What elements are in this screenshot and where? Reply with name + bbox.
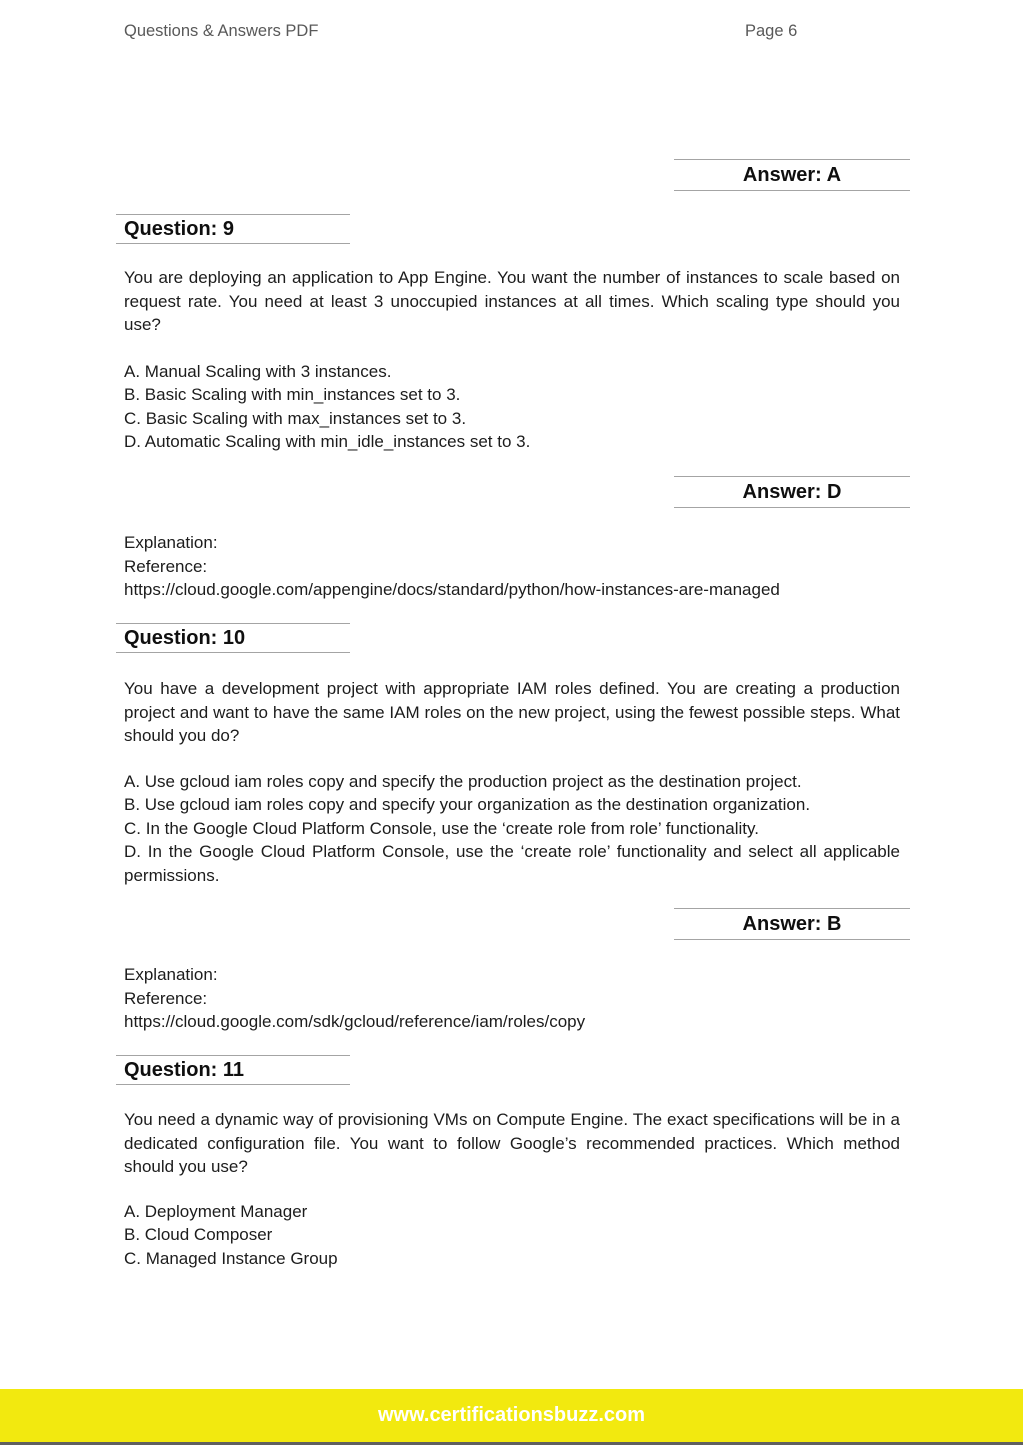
question-9-body: You are deploying an application to App Engine. You want the number of instances to scale based on request rate. You need at least 3 unoccupied instances at all times. Which scaling type should you use?	[124, 268, 900, 334]
question-11-option-b: B. Cloud Composer	[124, 1225, 273, 1245]
footer-url[interactable]: www.certificationsbuzz.com	[377, 1404, 646, 1426]
question-11-option-c: C. Managed Instance Group	[124, 1248, 338, 1268]
question-10-option-c: C. In the Google Cloud Platform Console, use the ‘create role from role’ functionality.	[124, 818, 759, 838]
header-title: Questions & Answers PDF	[124, 22, 319, 40]
question-11-heading: Question: 11	[116, 1055, 350, 1085]
explanation-label: Explanation:	[124, 533, 218, 552]
answer-banner-previous: Answer: A	[674, 159, 910, 191]
footer-bar	[0, 1389, 1023, 1442]
answer-banner-q10: Answer: B	[674, 908, 910, 940]
question-11-option-a: A. Deployment Manager	[124, 1202, 308, 1221]
question-11-body: You need a dynamic way of provisioning VMs on Compute Engine. The exact specifications will be in a dedicated configuration file. You want to follow Google’s recommended practices. Which method should you use?	[124, 1110, 900, 1176]
question-9-explanation	[124, 531, 924, 602]
question-9-option-c: C. Basic Scaling with max_instances set to 3.	[124, 408, 467, 428]
answer-banner-q9: Answer: D	[674, 476, 910, 508]
question-10-heading: Question: 10	[116, 623, 350, 653]
question-10-explanation	[124, 963, 924, 1034]
question-9-heading: Question: 9	[116, 214, 350, 244]
question-9-options	[124, 360, 900, 454]
reference-url-q9[interactable]: https://cloud.google.com/appengine/docs/standard/python/how-instances-are-managed	[124, 580, 780, 599]
question-9-option-a: A. Manual Scaling with 3 instances.	[124, 362, 392, 381]
header-page-number: Page 6	[745, 22, 798, 40]
explanation-label: Explanation:	[124, 965, 218, 984]
question-11-options	[124, 1200, 900, 1270]
question-10-option-b: B. Use gcloud iam roles copy and specify your organization as the destination organization.	[124, 795, 811, 815]
reference-url-q10[interactable]: https://cloud.google.com/sdk/gcloud/reference/iam/roles/copy	[124, 1012, 586, 1031]
question-10-options	[124, 770, 900, 887]
question-9-option-d: D. Automatic Scaling with min_idle_instances set to 3.	[124, 432, 531, 452]
question-10-body: You have a development project with appropriate IAM roles defined. You are creating a production project and want to have the same IAM roles on the new project, using the fewest possible steps. What should you do?	[124, 679, 900, 745]
question-10-option-a: A. Use gcloud iam roles copy and specify the production project as the destination project.	[124, 772, 802, 791]
question-9-option-b: B. Basic Scaling with min_instances set to 3.	[124, 385, 461, 405]
reference-label: Reference:	[124, 988, 208, 1008]
reference-label: Reference:	[124, 556, 208, 576]
question-10-option-d: D. In the Google Cloud Platform Console, use the ‘create role’ functionality and select all applicable permissions.	[124, 842, 900, 885]
page-bottom-edge	[0, 1442, 1023, 1445]
